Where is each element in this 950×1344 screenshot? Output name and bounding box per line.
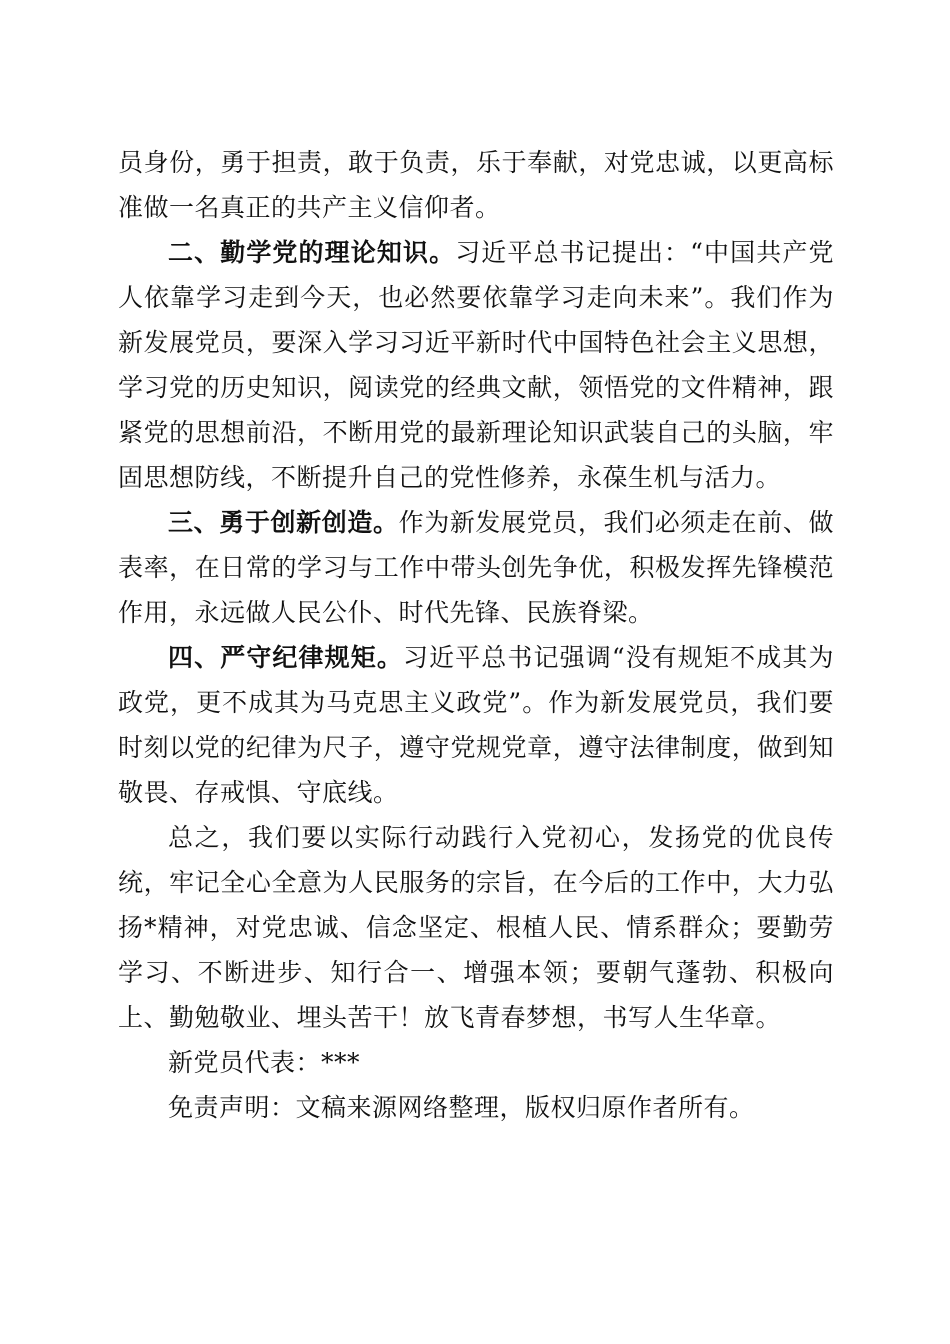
disclaimer-line (118, 1085, 834, 1130)
paragraph-conclusion (118, 815, 834, 1040)
section-heading: 四、严守纪律规矩。 (168, 643, 403, 672)
signature-text: 新党员代表：*** (168, 1048, 361, 1077)
section-heading: 三、勇于创新创造。 (168, 508, 399, 537)
paragraph-text: 习近平总书记强调“没有规矩不成其为政党，更不成其为马克思主义政党”。作为新发展党员，我们要时刻以党的纪律为尺子，遵守党规党章，遵守法律制度，做到知敬畏、存戒惧、守底线。 (118, 643, 834, 807)
paragraph-text: 员身份，勇于担责，敢于负责，乐于奉献，对党忠诚，以更高标准做一名真正的共产主义信仰者。 (118, 148, 834, 222)
document-body (118, 140, 834, 1130)
section-heading: 二、勤学党的理论知识。 (168, 238, 456, 267)
paragraph-section-two (118, 230, 834, 500)
paragraph-text: 作为新发展党员，我们必须走在前、做表率，在日常的学习与工作中带头创先争优，积极发挥先锋模范作用，永远做人民公仆、时代先锋、民族脊梁。 (118, 508, 834, 627)
paragraph-section-four (118, 635, 834, 815)
paragraph-text: 习近平总书记提出：“中国共产党人依靠学习走到今天，也必然要依靠学习走向未来”。我们作为新发展党员，要深入学习习近平新时代中国特色社会主义思想，学习党的历史知识，阅读党的经典文献，领悟党的文件精神，跟紧党的思想前沿，不断用党的最新理论知识武装自己的头脑，牢固思想防线，不断提升自己的党性修养，永葆生机与活力。 (118, 238, 834, 492)
paragraph-continuation (118, 140, 834, 230)
signature-line (118, 1040, 834, 1085)
disclaimer-text: 免责声明：文稿来源网络整理，版权归原作者所有。 (168, 1093, 755, 1122)
paragraph-text: 总之，我们要以实际行动践行入党初心，发扬党的优良传统，牢记全心全意为人民服务的宗旨，在今后的工作中，大力弘扬*精神，对党忠诚、信念坚定、根植人民、情系群众；要勤劳学习、不断进步、知行合一、增强本领；要朝气蓬勃、积极向上、勤勉敬业、埋头苦干！放飞青春梦想，书写人生华章。 (118, 823, 834, 1032)
paragraph-section-three (118, 500, 834, 635)
